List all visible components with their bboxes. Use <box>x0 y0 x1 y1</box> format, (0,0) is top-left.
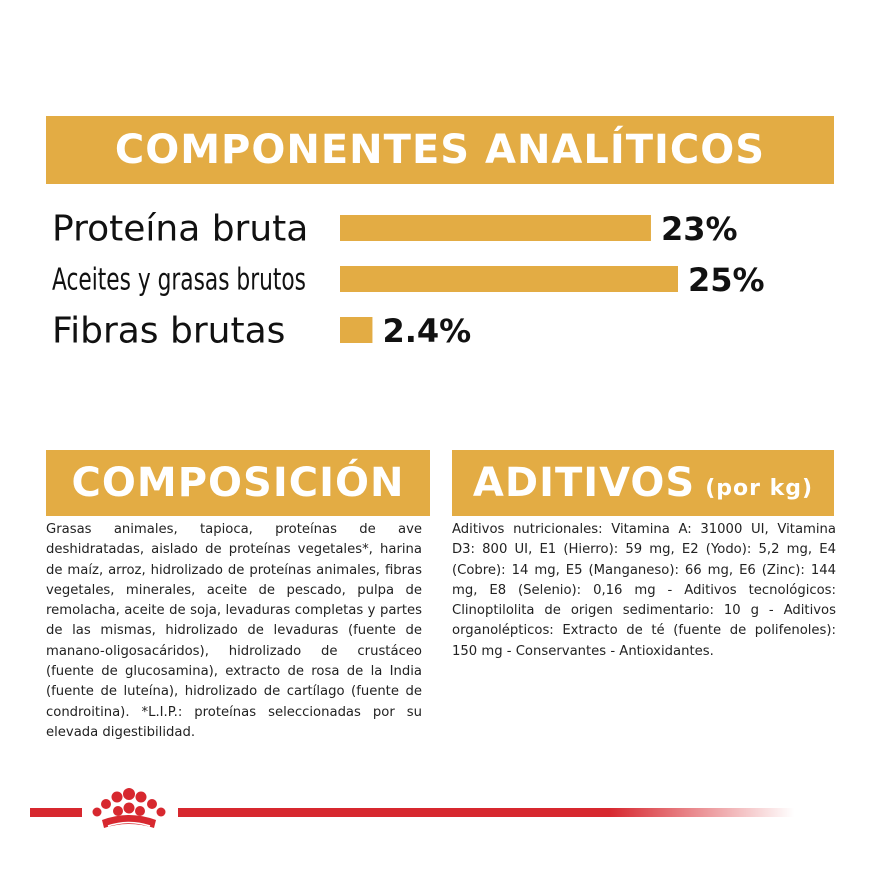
bar-value-label: 25% <box>688 261 765 299</box>
composition-text: Grasas animales, tapioca, proteínas de ave deshidratadas, aislado de proteínas vegetales*, harina de maíz, arroz, hidrolizado de proteínas animales, fibras vegetales, minerales, aceite de pescado, pulpa de remolacha, aceite de soja, levaduras completas y partes de las mismas, hidrolizado de levaduras (fuente de manano-oligosacáridos), hidrolizado de crustáceo (fuente de glucosamina), extracto de rosa de la India (fuente de luteína), hidrolizado de cartílago (fuente de condroitina). *L.I.P.: proteínas seleccionadas por su elevada digestibilidad. <box>46 522 422 740</box>
bar-label: Aceites y grasas brutos <box>52 262 306 298</box>
composition-title: COMPOSICIÓN <box>71 460 405 506</box>
analytic-components-chart <box>0 195 880 365</box>
footer-line-right <box>178 808 794 817</box>
bar <box>340 266 678 292</box>
additives-unit: (por kg) <box>705 475 814 501</box>
royal-canin-crown-icon <box>88 786 170 836</box>
bar-value-label: 2.4% <box>382 312 472 350</box>
additives-title: ADITIVOS <box>472 460 696 506</box>
bar-label: Proteína bruta <box>52 208 309 250</box>
analytic-components-title: COMPONENTES ANALÍTICOS <box>114 127 766 173</box>
bar <box>340 317 372 343</box>
analytic-components-header <box>46 116 834 184</box>
bar-value-label: 23% <box>660 210 738 248</box>
additives-header <box>452 450 834 516</box>
footer-line-left <box>30 808 82 817</box>
composition-header <box>46 450 430 516</box>
bar <box>340 215 651 241</box>
additives-text: Aditivos nutricionales: Vitamina A: 31000 UI, Vitamina D3: 800 UI, E1 (Hierro): 59 mg, E2 (Yodo): 5,2 mg, E4 (Cobre): 14 mg, E5 (Manganeso): 66 mg, E6 (Zinc): 144 mg, E8 (Selenio): 0,16 mg - Aditivos tecnológicos: Clinoptilolita de origen sedimentario: 10 g - Aditivos organolépticos: Extracto de té (fuente de polifenoles): 150 mg - Conservantes - Antioxidantes. <box>452 522 836 659</box>
bar-label: Fibras brutas <box>52 310 286 352</box>
